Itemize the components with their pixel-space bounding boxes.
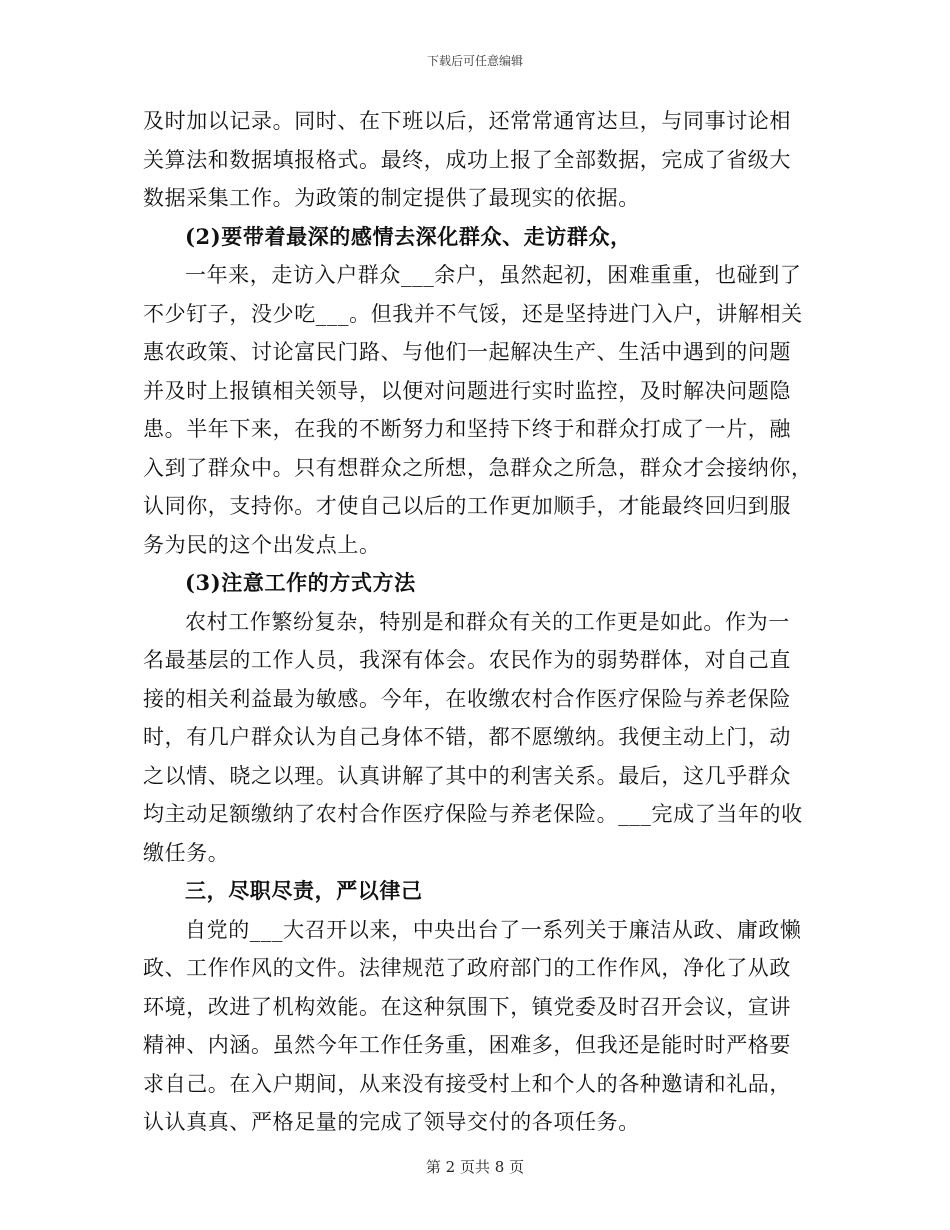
paragraph-line: 农村工作繁纷复杂，特别是和群众有关的工作更是如此。作为一 [185,609,790,634]
section-heading: (2)要带着最深的感情去深化群众、走访群众， [185,223,632,249]
paragraph-line: 一年来，走访入户群众___余户，虽然起初，困难重重，也碰到了 [185,263,802,287]
paragraph-line: 不少钉子，没少吃___。但我并不气馁，还是坚持进门入户，讲解相关 [143,301,803,326]
paragraph-line: 精神、内涵。虽然今年工作任务重，困难多，但我还是能时时严格要 [143,1033,791,1057]
paragraph-line: 惠农政策、讨论富民门路、与他们一起解决生产、生活中遇到的问题 [143,340,791,364]
paragraph-line: 关算法和数据填报格式。最终，成功上报了全部数据，完成了省级大 [143,147,791,172]
section-heading: 三，尽职尽责，严以律己 [185,878,423,903]
document-body [143,106,813,1146]
page-header: 下载后可任意编辑 [426,54,523,68]
paragraph-line: 名最基层的工作人员，我深有体会。农民作为的弱势群体，对自己直 [143,648,791,672]
paragraph-line: 时，有几户群众认为自己身体不错，都不愿缴纳。我便主动上门，动 [143,725,791,749]
page-footer: 第 2 页共 8 页 [425,1158,525,1176]
paragraph-line: 并及时上报镇相关领导，以便对问题进行实时监控，及时解决问题隐 [143,378,791,403]
paragraph-line: 认同你，支持你。才使自己以后的工作更加顺手，才能最终回归到服 [143,494,791,518]
paragraph-line: 及时加以记录。同时、在下班以后，还常常通宵达旦，与同事讨论相 [143,109,791,133]
paragraph-line: 均主动足额缴纳了农村合作医疗保险与养老保险。___完成了当年的收 [143,802,803,826]
paragraph-line: 认认真真、严格足量的完成了领导交付的各项任务。 [143,1110,640,1134]
section-heading: (3)注意工作的方式方法 [185,570,416,595]
paragraph-line: 务为民的这个出发点上。 [143,532,381,557]
paragraph-line: 入到了群众中。只有想群众之所想，急群众之所急，群众才会接纳你， [143,455,813,480]
paragraph-line: 之以情、晓之以理。认真讲解了其中的利害关系。最后，这几乎群众 [143,763,791,788]
paragraph-line: 政、工作作风的文件。法律规范了政府部门的工作作风，净化了从政 [143,956,791,980]
paragraph-line: 患。半年下来，在我的不断努力和坚持下终于和群众打成了一片，融 [143,417,791,441]
paragraph-line: 环境，改进了机构效能。在这种氛围下，镇党委及时召开会议，宣讲 [143,994,791,1019]
paragraph-line: 接的相关利益最为敏感。今年，在收缴农村合作医疗保险与养老保险 [143,686,791,711]
paragraph-line: 自党的___大召开以来，中央出台了一系列关于廉洁从政、庸政懒 [185,917,802,942]
paragraph-line: 数据采集工作。为政策的制定提供了最现实的依据。 [143,186,640,210]
paragraph-line: 求自己。在入户期间，从来没有接受村上和个人的各种邀请和礼品， [143,1071,791,1096]
paragraph-line: 缴任务。 [143,840,230,865]
